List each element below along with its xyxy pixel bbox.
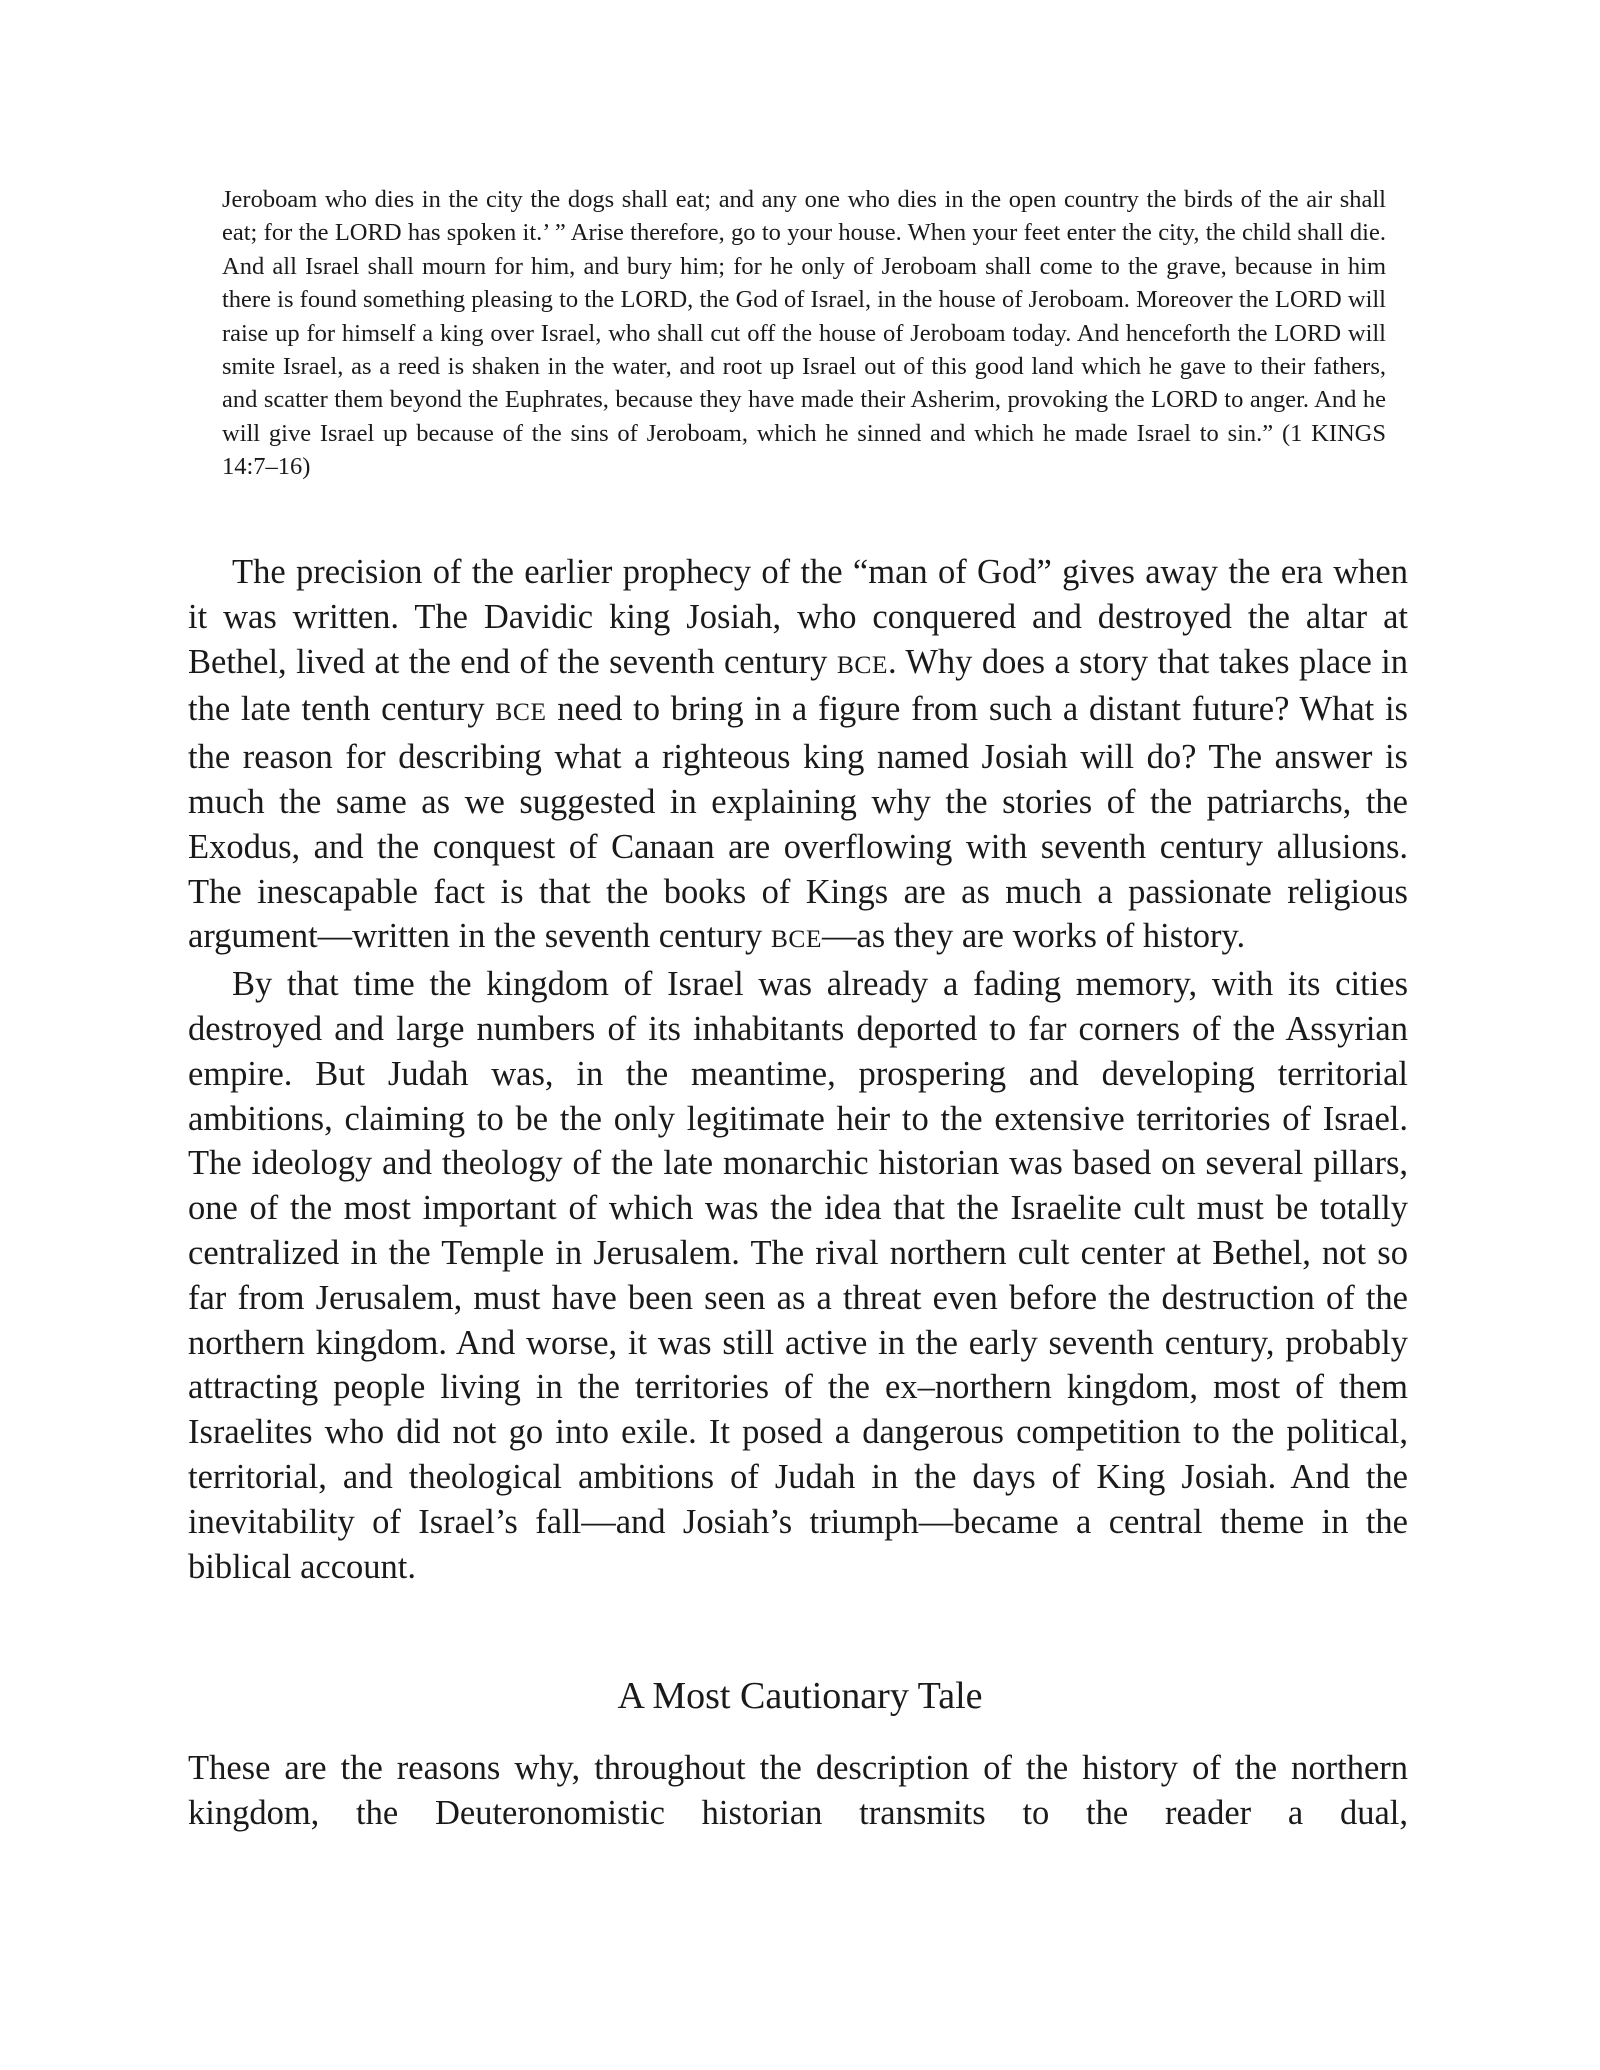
- era-abbreviation: BCE: [836, 649, 888, 679]
- paragraph-1-part-2: . Why does a story that takes place in the late tenth century: [188, 642, 1408, 729]
- paragraph-1-part-3: need to bring in a figure from such a distant future? What is the reason for describing what a righteous king named Josiah will do? The answer is much the same as we suggested in explaining why the stories of the patriarchs, the Exodus, and the conquest of Canaan are overflowing with seventh century allusions. The inescapable fact is that the books of Kings are as much a passionate religious argument—written in the seventh century: [188, 690, 1408, 956]
- era-abbreviation: BCE: [770, 924, 822, 954]
- paragraph-2: By that time the kingdom of Israel was already a fading memory, with its cities destroyed and large numbers of its inhabitants deported to far corners of the Assyrian empire. But Judah was, in the meantime, prospering and developing territorial ambitions, claiming to be the only legitimate heir to the extensive territories of Israel. The ideology and theology of the late monarchic historian was based on several pillars, one of the most important of which was the idea that the Israelite cult must be totally centralized in the Temple in Jerusalem. The rival northern cult center at Bethel, not so far from Jerusalem, must have been seen as a threat even before the destruction of the northern kingdom. And worse, it was still active in the early seventh century, probably attracting people living in the territories of the ex–northern kingdom, most of them Israelites who did not go into exile. It posed a dangerous competition to the political, territorial, and theological ambitions of Judah in the days of King Josiah. And the inevitability of Israel’s fall—and Josiah’s triumph—became a central theme in the biblical account.: [188, 965, 1408, 1586]
- paragraph-3: These are the reasons why, throughout the description of the history of the northern kingdom, the Deuteronomistic historian transmits to the reader a dual,: [188, 1749, 1408, 1832]
- paragraph-1-part-1: The precision of the earlier prophecy of the “man of God” gives away the era when it was written. The Davidic king Josiah, who conquered and destroyed the altar at Bethel, lived at the end of the seventh century: [188, 553, 1408, 681]
- paragraph-1-part-4: —as they are works of history.: [821, 917, 1246, 956]
- section-heading: A Most Cautionary Tale: [617, 1675, 983, 1717]
- body-text: [188, 550, 1408, 1589]
- paragraph-1: [188, 550, 1408, 962]
- era-abbreviation: BCE: [495, 697, 547, 727]
- block-quote: Jeroboam who dies in the city the dogs shall eat; and any one who dies in the open country the birds of the air shall eat; for the LORD has spoken it.’ ” Arise therefore, go to your house. When your feet enter the city, the child shall die. And all Israel shall mourn for him, and bury him; for he only of Jeroboam shall come to the grave, because in him there is found something pleasing to the LORD, the God of Israel, in the house of Jeroboam. Moreover the LORD will raise up for himself a king over Israel, who shall cut off the house of Jeroboam today. And henceforth the LORD will smite Israel, as a reed is shaken in the water, and root up Israel out of this good land which he gave to their fathers, and scatter them beyond the Euphrates, because they have made their Asherim, provoking the LORD to anger. And he will give Israel up because of the sins of Jeroboam, which he sinned and which he made Israel to sin.” (1 KINGS 14:7–16): [222, 186, 1386, 481]
